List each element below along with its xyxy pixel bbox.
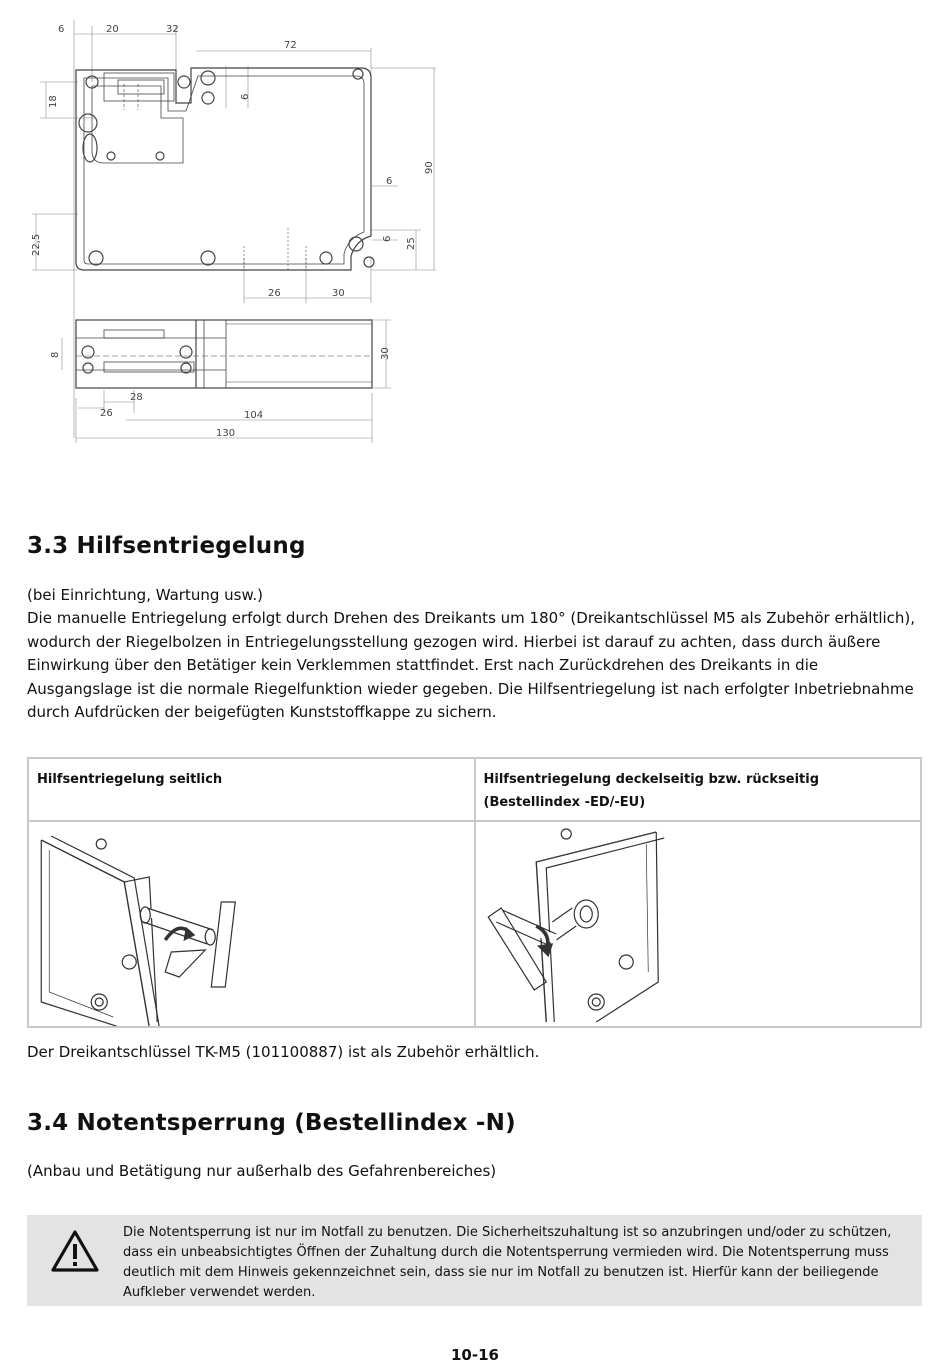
dim-label: 32	[166, 24, 179, 35]
dimension-drawing	[26, 18, 446, 450]
dim-label: 28	[130, 392, 143, 403]
page-number: 10-16	[451, 1346, 499, 1364]
cover-release-illustration	[476, 822, 921, 1026]
dim-label: 6	[382, 235, 393, 242]
warning-box	[27, 1215, 922, 1306]
warning-triangle-icon	[51, 1229, 99, 1273]
section-heading-3-3: 3.3 Hilfsentriegelung	[27, 533, 306, 559]
dim-label: 90	[424, 161, 435, 174]
dim-label: 6	[240, 93, 251, 100]
dim-label: 26	[100, 408, 113, 419]
dim-label: 22,5	[31, 233, 42, 256]
dim-label: 6	[386, 176, 393, 187]
dim-label: 72	[284, 40, 297, 51]
dim-label: 26	[268, 288, 281, 299]
section-body-3-3: Die manuelle Entriegelung erfolgt durch Drehen des Dreikants um 180° (Dreikantschlüssel M5 als Zubehör erhältlich), wodurch der Riegelbolzen in Entriegelungsstellung gezogen wird. Hierbei ist darauf zu achten, dass durch äußere Einwirkung über den Betätiger kein Verklemmen stattfindet. Erst nach Zurückdrehen des Dreikants in die Ausgangslage ist die normale Riegelfunktion wieder gegeben. Die Hilfsentriegelung ist nach erfolgter Inbetriebnahme durch Aufdrücken der beigefügten Kunststoffkappe zu sichern.	[27, 609, 916, 721]
table-cell-cover-illustration	[475, 821, 922, 1027]
dim-label: 25	[406, 237, 417, 250]
section-heading-3-4: 3.4 Notentsperrung (Bestellindex -N)	[27, 1110, 516, 1136]
side-release-illustration	[29, 822, 474, 1026]
section-subtitle-3-3: (bei Einrichtung, Wartung usw.)	[27, 586, 263, 604]
dim-label: 30	[332, 288, 345, 299]
section-subtitle-3-4: (Anbau und Betätigung nur außerhalb des Gefahrenbereiches)	[27, 1162, 497, 1180]
table-cell-side-illustration	[28, 821, 475, 1027]
release-types-table	[27, 757, 922, 1028]
dim-label: 104	[244, 410, 264, 421]
dim-label: 130	[216, 428, 236, 439]
dim-label: 18	[48, 95, 59, 108]
table-header-cover-release: Hilfsentriegelung deckelseitig bzw. rückseitig (Bestellindex -ED/-EU)	[475, 758, 922, 821]
dim-label: 8	[50, 351, 61, 358]
table-header-side-release: Hilfsentriegelung seitlich	[28, 758, 475, 821]
dim-label: 6	[58, 24, 65, 35]
dim-label: 20	[106, 24, 119, 35]
key-accessory-note: Der Dreikantschlüssel TK-M5 (101100887) ist als Zubehör erhältlich.	[27, 1043, 540, 1061]
warning-text: Die Notentsperrung ist nur im Notfall zu benutzen. Die Sicherheitszuhaltung ist so anzubringen und/oder zu schützen, dass ein unbeabsichtigtes Öffnen der Zuhaltung durch die Notentsperrung vermieden wird. Die Notentsperrung muss deutlich mit dem Hinweis gekennzeichnet sein, dass sie nur im Notfall zu benutzen ist. Hierfür kann der beiliegende Aufkleber verwendet werden.	[123, 1225, 892, 1300]
dim-label: 30	[380, 347, 391, 360]
